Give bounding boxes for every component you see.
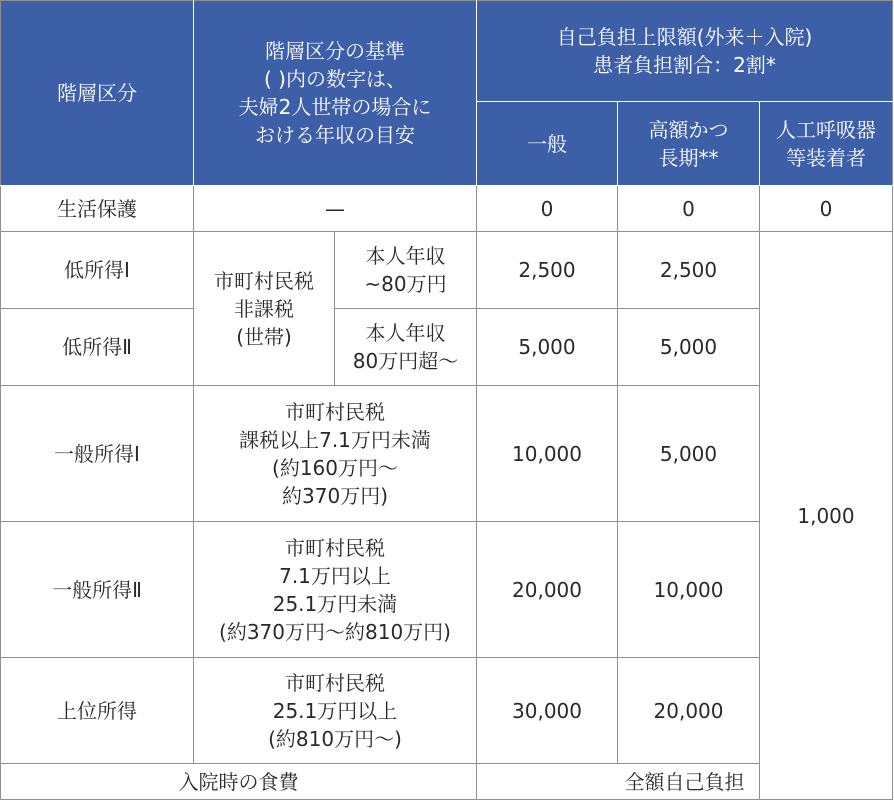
general-cell: 10,000: [477, 386, 618, 522]
header-limit: 自己負担上限額(外来＋入院) 患者負担割合：2割*: [477, 1, 893, 102]
tier-cell: 低所得Ⅰ: [1, 232, 194, 309]
table-row-gen1: [1, 386, 893, 522]
criteria-cell: —: [194, 186, 477, 232]
tier-cell: 一般所得Ⅱ: [1, 522, 194, 658]
ventilator-cell: 0: [760, 186, 893, 232]
table-row-welfare: [1, 186, 893, 232]
high-long-cell: 0: [618, 186, 760, 232]
header-criteria: 階層区分の基準 ( )内の数字は、 夫婦2人世帯の場合に おける年収の目安: [194, 1, 477, 186]
table-row-meal: [1, 764, 893, 800]
high-long-cell: 5,000: [618, 309, 760, 386]
meal-value-cell: 全額自己負担: [477, 764, 893, 800]
header-tier: 階層区分: [1, 1, 194, 186]
general-cell: 30,000: [477, 658, 618, 764]
tier-cell: 上位所得: [1, 658, 194, 764]
tier-cell: 一般所得Ⅰ: [1, 386, 194, 522]
high-long-cell: 2,500: [618, 232, 760, 309]
general-cell: 0: [477, 186, 618, 232]
criteria-group-cell: 市町村民税 非課税 (世帯): [194, 232, 335, 386]
high-long-cell: 10,000: [618, 522, 760, 658]
tier-cell: 低所得Ⅱ: [1, 309, 194, 386]
meal-label-cell: 入院時の食費: [1, 764, 477, 800]
high-long-cell: 5,000: [618, 386, 760, 522]
table-row-gen2: [1, 522, 893, 658]
criteria-cell: 市町村民税 課税以上7.1万円未満 (約160万円〜 約370万円): [194, 386, 477, 522]
tier-cell: 生活保護: [1, 186, 194, 232]
ventilator-shared-cell: 1,000: [760, 232, 893, 800]
header-ventilator: 人工呼吸器 等装着者: [760, 102, 893, 186]
criteria-cell: 市町村民税 7.1万円以上 25.1万円未満 (約370万円〜約810万円): [194, 522, 477, 658]
general-cell: 20,000: [477, 522, 618, 658]
table-row-upper: [1, 658, 893, 764]
criteria-sub-cell: 本人年収 80万円超〜: [335, 309, 477, 386]
header-general: 一般: [477, 102, 618, 186]
criteria-sub-cell: 本人年収 ~80万円: [335, 232, 477, 309]
table-row-low1: [1, 232, 893, 309]
general-cell: 5,000: [477, 309, 618, 386]
high-long-cell: 20,000: [618, 658, 760, 764]
general-cell: 2,500: [477, 232, 618, 309]
header-high-long: 高額かつ 長期**: [618, 102, 760, 186]
table-row-low2: [1, 309, 893, 386]
criteria-cell: 市町村民税 25.1万円以上 (約810万円〜): [194, 658, 477, 764]
